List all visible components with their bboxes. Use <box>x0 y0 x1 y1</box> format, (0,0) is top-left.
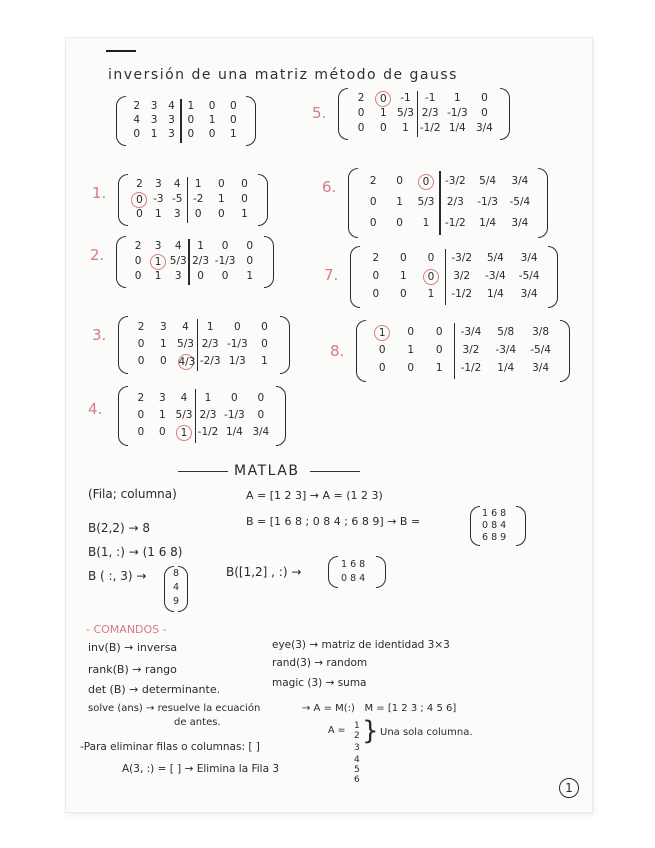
cmd-solve-cont: de antes. <box>174 717 221 728</box>
augment-divider <box>445 249 446 305</box>
matrix-cell: 3 <box>168 114 175 126</box>
col-val-3: 3 <box>354 743 360 753</box>
matrix-cell: -5 <box>172 193 183 205</box>
b-definition: B = [1 6 8 ; 0 8 4 ; 6 8 9] → B = <box>246 515 421 528</box>
matrix-cell: 5/3 <box>417 196 435 208</box>
matrix-cell: 2 <box>137 321 145 334</box>
cmd-magic: magic (3) → suma <box>272 677 367 689</box>
col-val-4: 4 <box>354 755 360 765</box>
cmd-eye: eye(3) → matriz de identidad 3×3 <box>272 639 450 651</box>
matrix-cell: 5/3 <box>175 409 193 421</box>
matrix-cell: 1 <box>374 325 390 341</box>
matrix-cell: 1 <box>218 193 225 205</box>
matrix-cell: 1 <box>435 362 443 374</box>
cmd-rand: rand(3) → random <box>272 657 368 669</box>
matrix-cell: 0 <box>137 426 145 439</box>
matrix-cell: 0 <box>369 196 377 208</box>
matrix-cell: 3 <box>159 391 166 404</box>
matrix-cell: -1/2 <box>460 362 482 374</box>
matrix-cell: 0 <box>435 326 443 338</box>
matlab-rule-right <box>310 471 360 472</box>
step-label-1: 1. <box>92 184 107 202</box>
matrix-cell: -3/4 <box>460 326 482 338</box>
cmd-inv: inv(B) → inversa <box>88 641 178 654</box>
matrix-cell: 0 <box>372 288 380 300</box>
matrix-cell: 5/3 <box>169 255 187 267</box>
matrix-cell: 1 <box>400 270 407 282</box>
matrix-cell: 1 <box>427 288 435 300</box>
matrix-cell: 5/4 <box>479 175 497 188</box>
matrix-cell: 1 <box>150 128 158 140</box>
matrix-cell: 1 <box>261 354 268 367</box>
matlab-rule-left <box>178 471 228 472</box>
matrix-cell: 1 <box>204 391 212 404</box>
matrix-cell: 1 <box>206 321 214 334</box>
matrix-cell: 1 <box>208 114 216 126</box>
matrix-cell: 3/4 <box>520 288 538 300</box>
matrix-step-2 <box>116 236 274 288</box>
matrix-cell: -1/2 <box>444 216 466 229</box>
matrix-cell: -1/3 <box>214 255 236 267</box>
matrix-cell: 0 <box>400 252 407 264</box>
matrix-cell: 0 <box>131 192 147 208</box>
matrix-cell: 3/2 <box>462 344 480 356</box>
matrix-cell: 1 <box>246 269 254 282</box>
comandos-heading: - COMANDOS - <box>86 623 167 636</box>
col-val-2: 2 <box>354 731 360 741</box>
matrix-cell: 1 <box>154 269 162 282</box>
b-col3-example: B ( :, 3) → <box>88 569 147 583</box>
matrix-cell: 0 <box>481 107 488 119</box>
b22-example: B(2,2) → 8 <box>88 521 150 535</box>
matrix-cell: 0 <box>134 269 142 282</box>
page-number: 1 <box>559 778 579 798</box>
matrix-cell: 1 <box>194 178 202 191</box>
matrix-cell: 0 <box>221 269 229 282</box>
matrix-cell: 0 <box>136 207 143 220</box>
col-note: Una sola columna. <box>380 727 473 738</box>
matrix-cell: 0 <box>261 321 268 334</box>
matrix-cell: 0 <box>378 344 386 356</box>
matrix-cell: -3 <box>153 193 164 205</box>
matrix-cell: 4 <box>182 321 189 334</box>
matrix-cell: 2 <box>369 175 377 188</box>
matrix-cell: 2 <box>134 240 142 253</box>
col-val-5: 5 <box>354 765 360 775</box>
matrix-cell: 2 <box>133 100 141 112</box>
matrix-step-7 <box>350 246 558 308</box>
matrix-cell: 0 <box>246 255 254 267</box>
matrix-cell: 2/3 <box>201 338 219 350</box>
matrix-cell: 2/3 <box>199 409 217 421</box>
matrix-cell: 1 <box>407 344 415 356</box>
matrix-step-4 <box>118 386 286 446</box>
matrix-cell: 3/4 <box>511 175 529 188</box>
matrix-initial <box>116 96 256 146</box>
matrix-cell: 0 <box>407 362 415 374</box>
matrix-cell: 0 <box>218 178 225 191</box>
matrix-cell: 0 <box>257 391 265 404</box>
matrix-cell: 0 <box>407 326 415 338</box>
matrix-cell: -1/3 <box>224 409 245 421</box>
matrix-cell: 2 <box>372 252 380 264</box>
matrix-cell: 1 <box>155 207 162 220</box>
matrix-cell: 2/3 <box>446 196 464 208</box>
matrix-cell: -1/3 <box>446 107 468 119</box>
matrix-cell: -2 <box>193 193 204 205</box>
matrix-cell: 3 <box>174 269 182 282</box>
matrix-cell: 0 <box>481 92 488 105</box>
matrix-cell: 0 <box>378 362 386 374</box>
matrix-cell: 1 <box>379 107 387 119</box>
matrix-cell: 0 <box>396 216 403 229</box>
step-label-3: 3. <box>92 326 107 344</box>
matrix-cell: 2/3 <box>421 107 439 119</box>
matrix-cell: -1/3 <box>477 196 498 208</box>
matrix-cell: -3/2 <box>451 252 472 264</box>
matrix-cell: 1/4 <box>497 362 515 374</box>
cmd-rank: rank(B) → rango <box>88 663 177 676</box>
matrix-cell: -5/4 <box>509 196 531 208</box>
matrix-cell: 0 <box>137 354 145 367</box>
b-row1-example: B(1, :) → (1 6 8) <box>88 545 183 559</box>
matrix-cell: 1/4 <box>479 216 497 229</box>
matrix-cell: 1 <box>230 128 237 140</box>
matrix-cell: 3 <box>155 178 162 191</box>
matrix-cell: 1 <box>150 254 166 270</box>
matrix-cell: 1 <box>197 240 204 253</box>
matrix-cell: 0 <box>423 269 439 285</box>
matrix-cell: 0 <box>357 121 365 134</box>
matrix-cell: 0 <box>241 178 248 191</box>
col-val-1: 1 <box>354 721 360 731</box>
matrix-cell: 0 <box>230 114 237 126</box>
matrix-cell: 1/4 <box>486 288 504 300</box>
matrix-cell: 0 <box>187 114 195 126</box>
step-label-6: 6. <box>322 178 337 196</box>
matrix-cell: 1/3 <box>228 354 246 367</box>
matrix-cell: 5/8 <box>497 326 515 338</box>
cmd-solve: solve (ans) → resuelve la ecuación <box>88 703 261 714</box>
matrix-cell: 4 <box>180 391 188 404</box>
matrix-cell: 0 <box>357 107 365 119</box>
matrix-cell: -1/3 <box>226 338 248 350</box>
matrix-cell: 0 <box>375 91 391 107</box>
matrix-cell: 0 <box>369 216 377 229</box>
eliminar-example: A(3, :) = [ ] → Elimina la Fila 3 <box>122 763 280 775</box>
matrix-cell: 0 <box>233 321 241 334</box>
matrix-cell: 0 <box>261 338 268 350</box>
matrix-cell: 0 <box>133 128 141 140</box>
matrix-cell: 1 <box>159 409 166 421</box>
step-label-2: 2. <box>90 246 105 264</box>
matrix-cell: 0 <box>159 354 167 367</box>
cmd-det: det (B) → determinante. <box>88 683 221 696</box>
matrix-cell: 1 <box>241 207 248 220</box>
matrix-cell: 2/3 <box>192 255 210 267</box>
matrix-cell: 1/4 <box>448 121 466 134</box>
matrix-cell: 0 <box>221 240 229 253</box>
matrix-cell: 0 <box>231 391 238 404</box>
matrix-cell: -1/2 <box>197 426 219 439</box>
matrix-cell: 3 <box>154 240 162 253</box>
matrix-cell: -1 <box>400 92 411 105</box>
matrix-cell: 0 <box>197 269 204 282</box>
matrix-cell: 0 <box>257 409 265 421</box>
matrix-cell: 3 <box>159 321 167 334</box>
matrix-cell: 1/4 <box>225 426 243 439</box>
matrix-cell: 3 <box>168 128 175 140</box>
matrix-cell: -3/4 <box>495 344 517 356</box>
matrix-step-5 <box>338 88 510 140</box>
page-title: inversión de una matriz método de gauss <box>108 67 458 83</box>
augment-divider <box>439 171 440 235</box>
matrix-cell: 0 <box>396 175 403 188</box>
matrix-cell: 2 <box>136 178 143 191</box>
matrix-cell: -5/4 <box>530 344 551 356</box>
matrix-cell: 0 <box>400 288 407 300</box>
matrix-step-1 <box>118 174 268 226</box>
matrix-cell: 3/4 <box>252 426 270 439</box>
matrix-cell: 3 <box>173 207 181 220</box>
matrix-cell: 1 <box>176 425 192 441</box>
matrix-cell: 3/4 <box>532 362 550 374</box>
matrix-cell: 4 <box>173 178 181 191</box>
matrix-cell: 1 <box>422 216 430 229</box>
matrix-cell: 0 <box>208 100 216 112</box>
matrix-cell: 0 <box>241 193 248 205</box>
matrix-cell: -3/2 <box>444 175 466 188</box>
matrix-cell: -5/4 <box>518 270 540 282</box>
step-label-5: 5. <box>312 104 327 122</box>
matrix-cell: 0 <box>418 174 434 190</box>
matrix-cell: 0 <box>137 338 145 350</box>
eliminar-note: -Para eliminar filas o columnas: [ ] <box>80 741 260 753</box>
col-val-6: 6 <box>354 775 360 785</box>
step-label-8: 8. <box>330 342 345 360</box>
matrix-cell: 1 <box>187 100 195 112</box>
matrix-cell: 3/8 <box>532 326 550 338</box>
matrix-cell: 0 <box>159 426 166 439</box>
matrix-cell: 0 <box>372 270 380 282</box>
augment-divider <box>454 323 455 379</box>
b-result-matrix: 1 6 8 0 8 4 6 8 9 <box>470 506 526 546</box>
matlab-heading: MATLAB <box>234 463 300 479</box>
step-label-4: 4. <box>88 400 103 418</box>
matrix-step-3 <box>118 316 290 374</box>
brace-icon: } <box>362 716 379 746</box>
matrix-cell: -1 <box>424 92 436 105</box>
matrix-cell: 0 <box>427 252 435 264</box>
matrix-cell: 1 <box>396 196 403 208</box>
matrix-cell: 4 <box>174 240 182 253</box>
matrix-cell: 0 <box>208 128 216 140</box>
matrix-cell: 2 <box>357 92 365 105</box>
matrix-step-6 <box>348 168 548 238</box>
b-col3-result: 8 4 9 <box>164 566 188 612</box>
matrix-cell: 0 <box>246 240 254 253</box>
notebook-page <box>66 38 592 812</box>
matrix-cell: 3/4 <box>511 216 529 229</box>
matrix-cell: 3/2 <box>453 270 471 282</box>
matrix-cell: -1/2 <box>419 121 441 134</box>
matrix-cell: 0 <box>134 255 142 267</box>
colon-example: → A = M(:) M = [1 2 3 ; 4 5 6] <box>302 703 457 714</box>
matrix-cell: 0 <box>379 121 387 134</box>
matrix-cell: -3/4 <box>485 270 506 282</box>
top-dash <box>106 50 136 52</box>
matrix-cell: 1 <box>453 92 461 105</box>
matrix-cell: 1 <box>402 121 409 134</box>
matrix-cell: 0 <box>435 344 443 356</box>
matrix-cell: 4 <box>133 114 141 126</box>
b-submatrix-example: B([1,2] , :) → <box>226 565 302 579</box>
step-label-7: 7. <box>324 266 339 284</box>
matrix-cell: -2/3 <box>199 354 221 367</box>
matrix-cell: 5/3 <box>397 107 414 119</box>
matrix-cell: 3 <box>150 114 158 126</box>
matrix-cell: 1 <box>159 338 167 350</box>
col-a-label: A = <box>328 725 346 736</box>
matrix-cell: 0 <box>218 207 225 220</box>
fila-columna-note: (Fila; columna) <box>88 487 177 501</box>
matrix-cell: 0 <box>137 409 145 421</box>
matrix-cell: 0 <box>194 207 202 220</box>
matrix-cell: 5/4 <box>486 252 504 264</box>
matrix-cell: -1/2 <box>451 288 472 300</box>
matrix-cell: 5/3 <box>177 338 194 350</box>
matrix-cell: 3/4 <box>520 252 538 264</box>
matrix-cell: 0 <box>187 128 195 140</box>
b-submatrix-result: 1 6 8 0 8 4 <box>328 556 386 588</box>
matrix-cell: 2 <box>137 391 145 404</box>
matrix-cell: 3/4 <box>475 121 493 134</box>
matrix-cell: 4 <box>168 100 175 112</box>
matrix-step-8 <box>356 320 570 382</box>
matrix-cell: 4/3 <box>178 355 196 368</box>
a-definition: A = [1 2 3] → A = (1 2 3) <box>246 489 383 502</box>
matrix-cell: 3 <box>150 100 158 112</box>
matrix-cell: 0 <box>230 100 237 112</box>
